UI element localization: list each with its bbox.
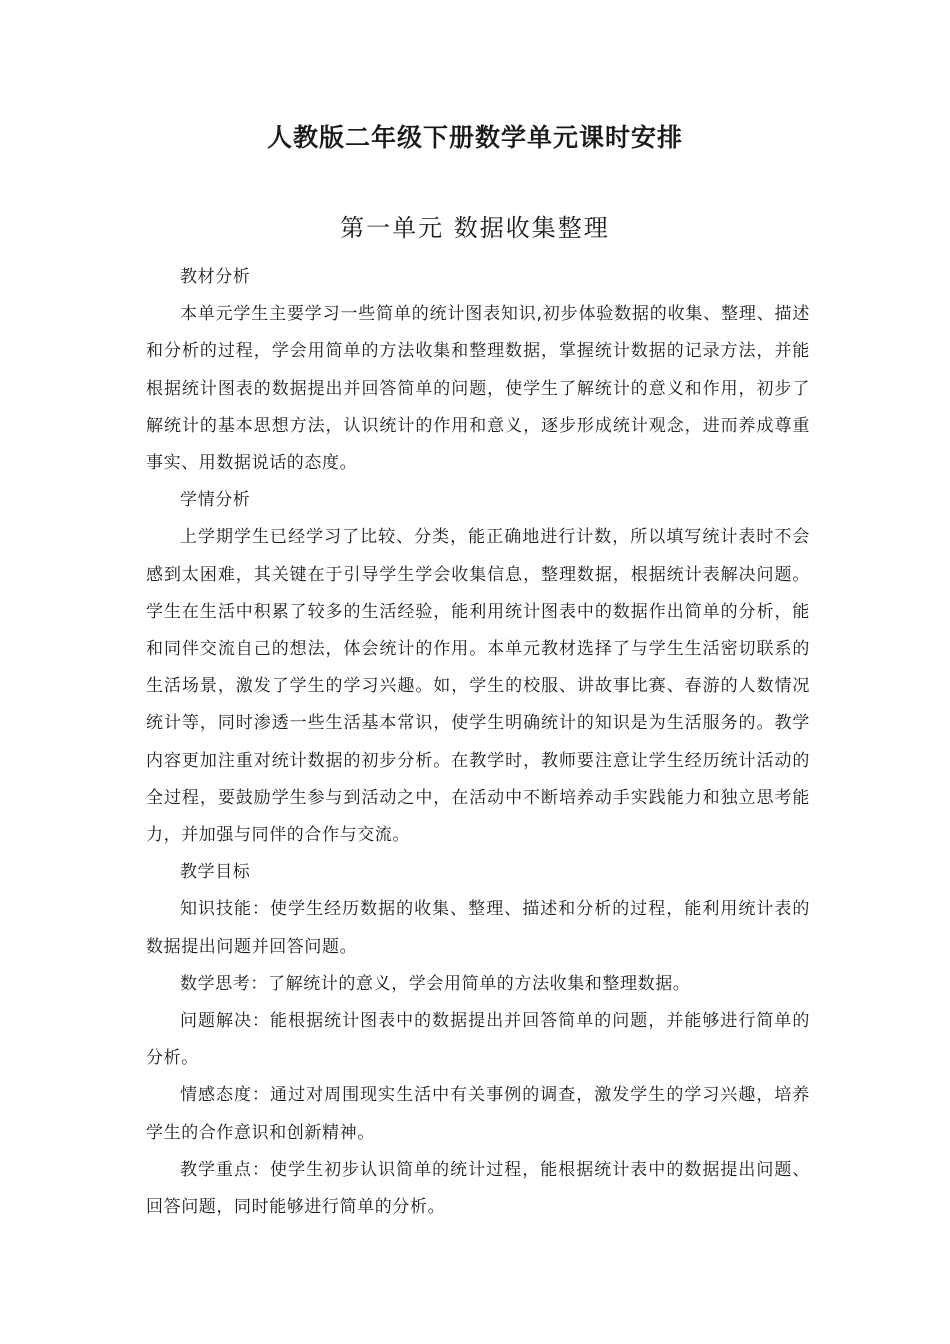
paragraph-student-analysis: 上学期学生已经学习了比较、分类，能正确地进行计数，所以填写统计表时不会感到太困难，其关键在于引导学生学会收集信息，整理数据，根据统计表解决问题。学生在生活中积累了较多的生活经验，能利用统计图表中的数据作出简单的分析，能和同伴交流自己的想法，体会统计的作用。本单元教材选择了与学生生活密切联系的生活场景，激发了学生的学习兴趣。如，学生的校服、讲故事比赛、春游的人数情况统计等，同时渗透一些生活基本常识，使学生明确统计的知识是为生活服务的。教学内容更加注重对统计数据的初步分析。在教学时，教师要注意让学生经历统计活动的全过程，要鼓励学生参与到活动之中，在活动中不断培养动手实践能力和独立思考能力，并加强与同伴的合作与交流。 bbox=[146, 527, 810, 846]
paragraph-knowledge-skills: 知识技能：使学生经历数据的收集、整理、描述和分析的过程，能利用统计表的数据提出问题并回答问题。 bbox=[146, 899, 810, 957]
section-heading-teaching-goals: 教学目标 bbox=[180, 862, 251, 883]
unit-title: 第一单元 数据收集整理 bbox=[340, 214, 610, 242]
paragraph-emotional-attitude: 情感态度：通过对周围现实生活中有关事例的调查，激发学生的学习兴趣，培养学生的合作意识和创新精神。 bbox=[146, 1085, 810, 1143]
paragraph-math-thinking: 数学思考：了解统计的意义，学会用简单的方法收集和整理数据。 bbox=[180, 973, 691, 994]
document-title: 人教版二年级下册数学单元课时安排 bbox=[266, 123, 683, 152]
document-body bbox=[146, 259, 810, 1226]
section-heading-textbook-analysis: 教材分析 bbox=[180, 267, 251, 287]
paragraph-teaching-focus: 教学重点：使学生初步认识简单的统计过程，能根据统计表中的数据提出问题、回答问题，同时能够进行简单的分析。 bbox=[146, 1159, 810, 1218]
section-heading-student-analysis: 学情分析 bbox=[180, 490, 251, 511]
paragraph-textbook-analysis: 本单元学生主要学习一些简单的统计图表知识,初步体验数据的收集、整理、描述和分析的过程，学会用简单的方法收集和整理数据，掌握统计数据的记录方法，并能根据统计图表的数据提出并回答简单的问题，使学生了解统计的意义和作用，初步了解统计的基本思想方法，认识统计的作用和意义，逐步形成统计观念，进而养成尊重事实、用数据说话的态度。 bbox=[146, 304, 810, 474]
paragraph-problem-solving: 问题解决：能根据统计图表中的数据提出并回答简单的问题，并能够进行简单的分析。 bbox=[146, 1011, 810, 1069]
